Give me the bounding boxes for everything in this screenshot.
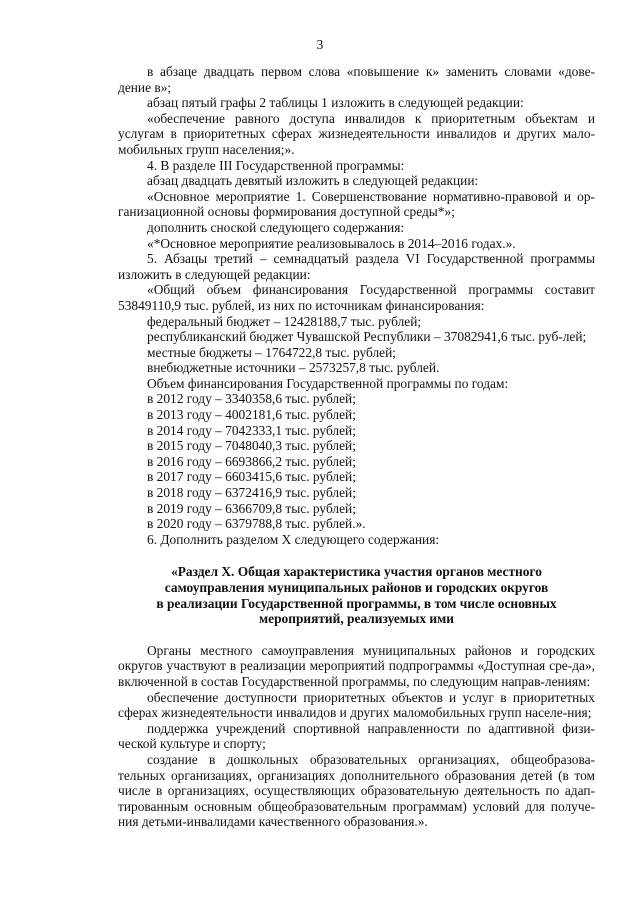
paragraph: местные бюджеты – 1764722,8 тыс. рублей; <box>147 344 396 360</box>
section-heading-line: в реализации Государственной программы, в том числе основных <box>156 595 557 611</box>
paragraph: в 2018 году – 6372416,9 тыс. рублей; <box>147 485 356 501</box>
paragraph: в 2020 году – 6379788,8 тыс. рублей.». <box>147 516 366 532</box>
paragraph: 4. В разделе III Государственной программы: <box>147 157 405 173</box>
paragraph: республиканский бюджет Чувашской Республики – 37082941,6 тыс. руб-лей; <box>147 329 587 345</box>
paragraph: абзац пятый графы 2 таблицы 1 изложить в следующей редакции: <box>147 95 524 111</box>
paragraph: «*Основное мероприятие реализовывалось в 2014–2016 годах.». <box>147 235 516 251</box>
document-body <box>118 64 595 830</box>
page-number: 3 <box>316 37 324 52</box>
paragraph: дополнить сноской следующего содержания: <box>147 219 405 235</box>
paragraph: в 2017 году – 6603415,6 тыс. рублей; <box>147 469 356 485</box>
paragraph: абзац двадцать девятый изложить в следующей редакции: <box>147 173 479 189</box>
paragraph: в 2015 году – 7048040,3 тыс. рублей; <box>147 438 356 454</box>
paragraph: в 2013 году – 4002181,6 тыс. рублей; <box>147 407 356 423</box>
paragraph: поддержка учреждений спортивной направленности по адаптивной физи-ческой культуре и спорту; <box>118 720 595 752</box>
paragraph: «обеспечение равного доступа инвалидов к приоритетным объектам и услугам в приоритетных сферах жизнедеятельности инвалидов и других мало-мобильных групп населения;». <box>118 110 595 157</box>
paragraph: Объем финансирования Государственной программы по годам: <box>147 375 509 391</box>
paragraph: Органы местного самоуправления муниципальных районов и городских округов участвуют в реализации мероприятий подпрограммы «Доступная сре-да», включенной в состав Государственной программы, по следующим направ-лениям: <box>118 642 595 689</box>
section-heading-line: «Раздел X. Общая характеристика участия органов местного <box>171 564 542 580</box>
section-heading-line: мероприятий, реализуемых ими <box>259 611 454 627</box>
paragraph: в 2019 году – 6366709,8 тыс. рублей; <box>147 500 356 516</box>
paragraph: внебюджетные источники – 2573257,8 тыс. рублей. <box>147 360 440 376</box>
section-heading <box>118 564 595 626</box>
paragraph: создание в дошкольных образовательных организациях, общеобразова-тельных организациях, организациях дополнительного образования детей (в том числе в организациях, осуществляющих образовательную деятельность по адап-тированным основным общеобразовательным программам) условий для получе-ния детьми-инвалидами качественного образования.». <box>118 751 595 830</box>
paragraph: в 2012 году – 3340358,6 тыс. рублей; <box>147 391 356 407</box>
paragraph: 5. Абзацы третий – семнадцатый раздела VI Государственной программы изложить в следующей редакции: <box>118 251 595 282</box>
section-heading-line: самоуправления муниципальных районов и городских округов <box>164 580 549 595</box>
section-x-text <box>118 643 595 830</box>
paragraph: федеральный бюджет – 12428188,7 тыс. рублей; <box>147 313 422 329</box>
paragraph: «Общий объем финансирования Государственной программы составит 53849110,9 тыс. рублей, из них по источникам финансирования: <box>118 282 595 313</box>
paragraph: в 2014 году – 7042333,1 тыс. рублей; <box>147 422 356 438</box>
paragraph: 6. Дополнить разделом X следующего содержания: <box>147 531 440 547</box>
paragraph: обеспечение доступности приоритетных объектов и услуг в приоритетных сферах жизнедеятельности инвалидов и других маломобильных групп населе-ния; <box>118 689 595 721</box>
paragraph: в абзаце двадцать первом слова «повышение к» заменить словами «дове-дение в»; <box>118 64 595 95</box>
amendments-block <box>118 64 595 547</box>
paragraph: в 2016 году – 6693866,2 тыс. рублей; <box>147 453 356 469</box>
paragraph: «Основное мероприятие 1. Совершенствование нормативно-правовой и ор-ганизационной основы формирования доступной среды*»; <box>118 188 595 220</box>
